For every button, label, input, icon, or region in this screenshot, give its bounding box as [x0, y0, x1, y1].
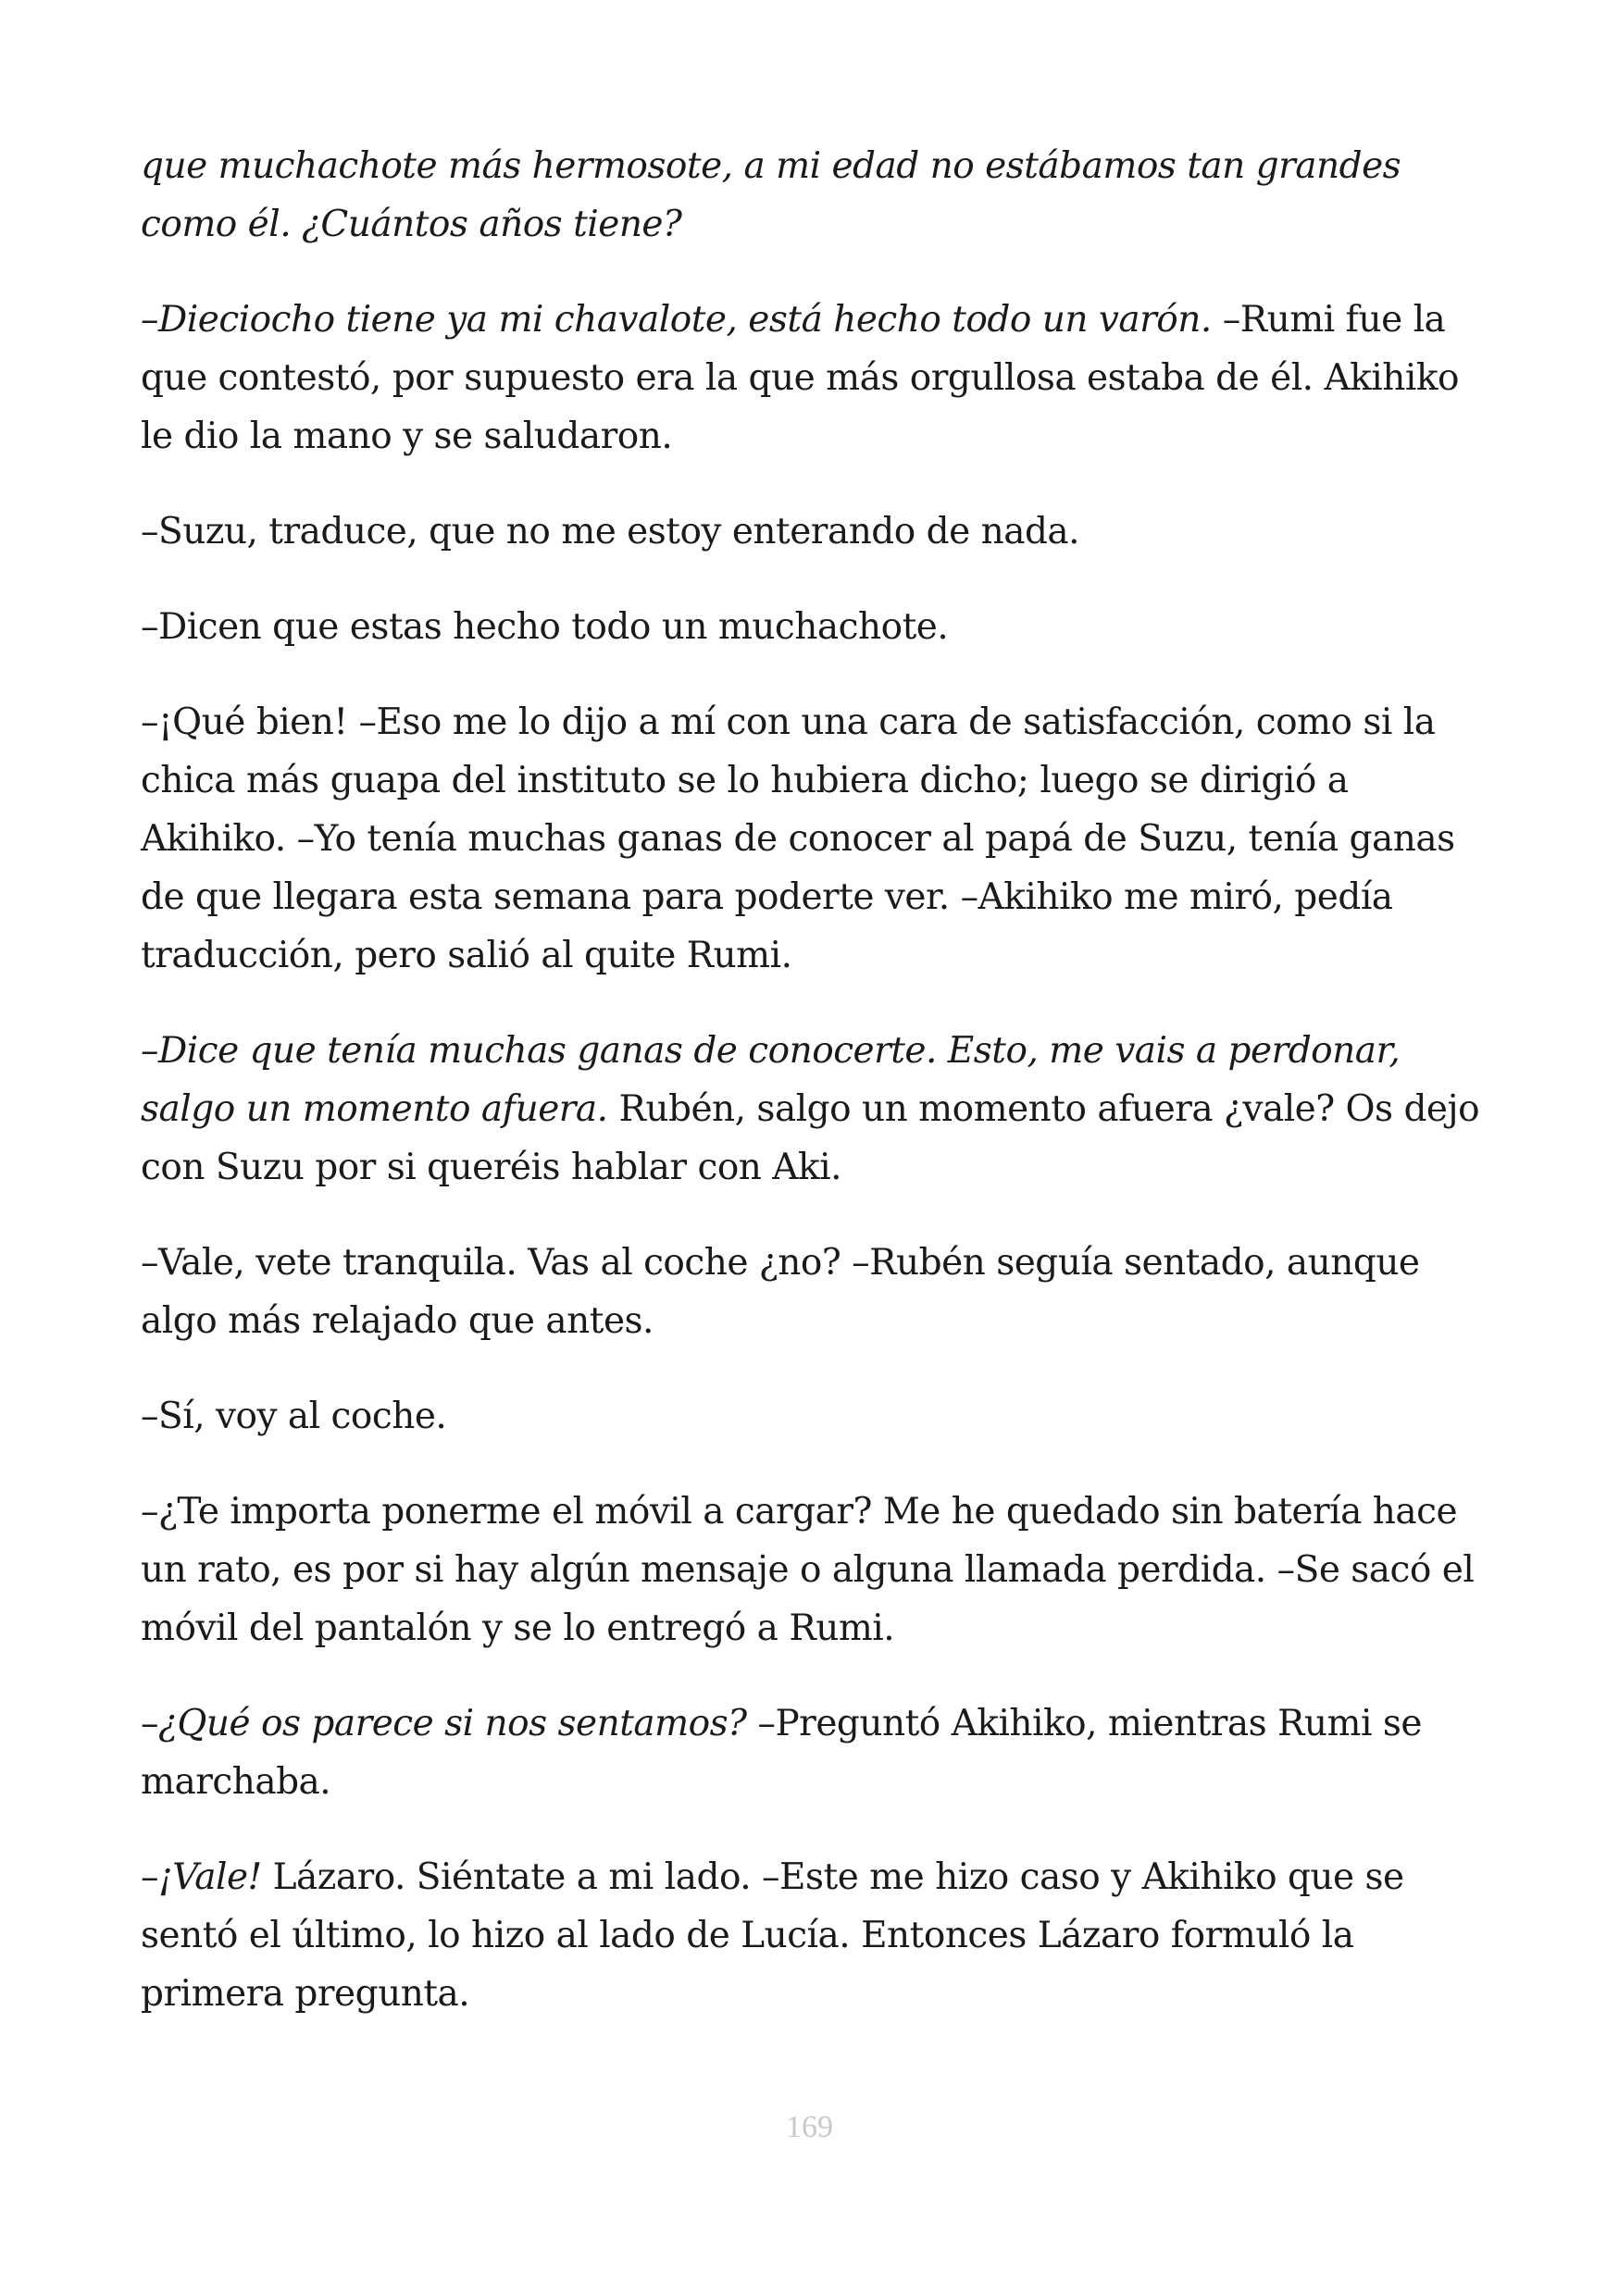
text-run: –Preguntó Akihiko, mientras Rumi se marchaba. — [141, 1703, 1422, 1803]
paragraph — [141, 1234, 1492, 1350]
text-run: que muchachote más hermosote, a mi edad no estábamos tan grandes como él. ¿Cuántos años tiene? — [141, 145, 1401, 245]
text-run: ¡Vale! — [158, 1856, 262, 1898]
text-run: –¡Qué bien! –Eso me lo dijo a mí con una cara de satisfacción, como si la chica más guapa del instituto se lo hubiera dicho; luego se dirigió a Akihiko. –Yo tenía muchas ganas de conocer al papá de Suzu, tenía ganas de que llegara esta semana para poderte ver. –Akihiko me miró, pedía traducción, pero salió al quite Rumi. — [141, 701, 1455, 976]
page-number: 169 — [786, 2110, 833, 2144]
paragraph — [141, 1848, 1492, 2023]
text-run: –Suzu, traduce, que no me estoy enterando de nada. — [141, 511, 1080, 552]
text-run: –Vale, vete tranquila. Vas al coche ¿no? –Rubén seguía sentado, aunque algo más relajado que antes. — [141, 1242, 1420, 1342]
text-run: –Dice que tenía muchas ganas de conocerte. Esto, me vais a perdonar, salgo un momento afuera. — [141, 1030, 1401, 1130]
text-run: Rubén, salgo un momento afuera ¿vale? Os dejo con Suzu por si queréis hablar con Aki. — [141, 1088, 1480, 1188]
text-run: Lázaro. Siéntate a mi lado. –Este me hizo caso y Akihiko que se sentó el último, lo hizo al lado de Lucía. Entonces Lázaro formuló la primera pregunta. — [141, 1856, 1404, 2015]
paragraph — [141, 693, 1492, 985]
paragraph — [141, 1694, 1492, 1811]
paragraph — [141, 137, 1492, 254]
text-run: –Dicen que estas hecho todo un muchachote. — [141, 606, 949, 648]
page-body — [141, 137, 1492, 2060]
text-run: – — [141, 1856, 158, 1898]
text-run: ¿Qué os parece si nos sentamos? — [158, 1703, 747, 1744]
text-run: –Dieciocho tiene ya mi chavalote, está hecho todo un varón. — [141, 299, 1212, 341]
paragraph — [141, 291, 1492, 465]
paragraph — [141, 1387, 1492, 1446]
paragraph — [141, 1483, 1492, 1657]
paragraph — [141, 503, 1492, 561]
text-run: –Rumi fue la que contestó, por supuesto era la que más orgullosa estaba de él. Akihiko le dio la mano y se saludaron. — [141, 299, 1459, 457]
text-run: –Sí, voy al coche. — [141, 1396, 447, 1437]
paragraph — [141, 598, 1492, 656]
text-run: – — [141, 1703, 158, 1744]
paragraph — [141, 1022, 1492, 1197]
text-run: –¿Te importa ponerme el móvil a cargar? Me he quedado sin batería hace un rato, es por si hay algún mensaje o alguna llamada perdida. –Se sacó el móvil del pantalón y se lo entregó a Rumi. — [141, 1491, 1475, 1649]
